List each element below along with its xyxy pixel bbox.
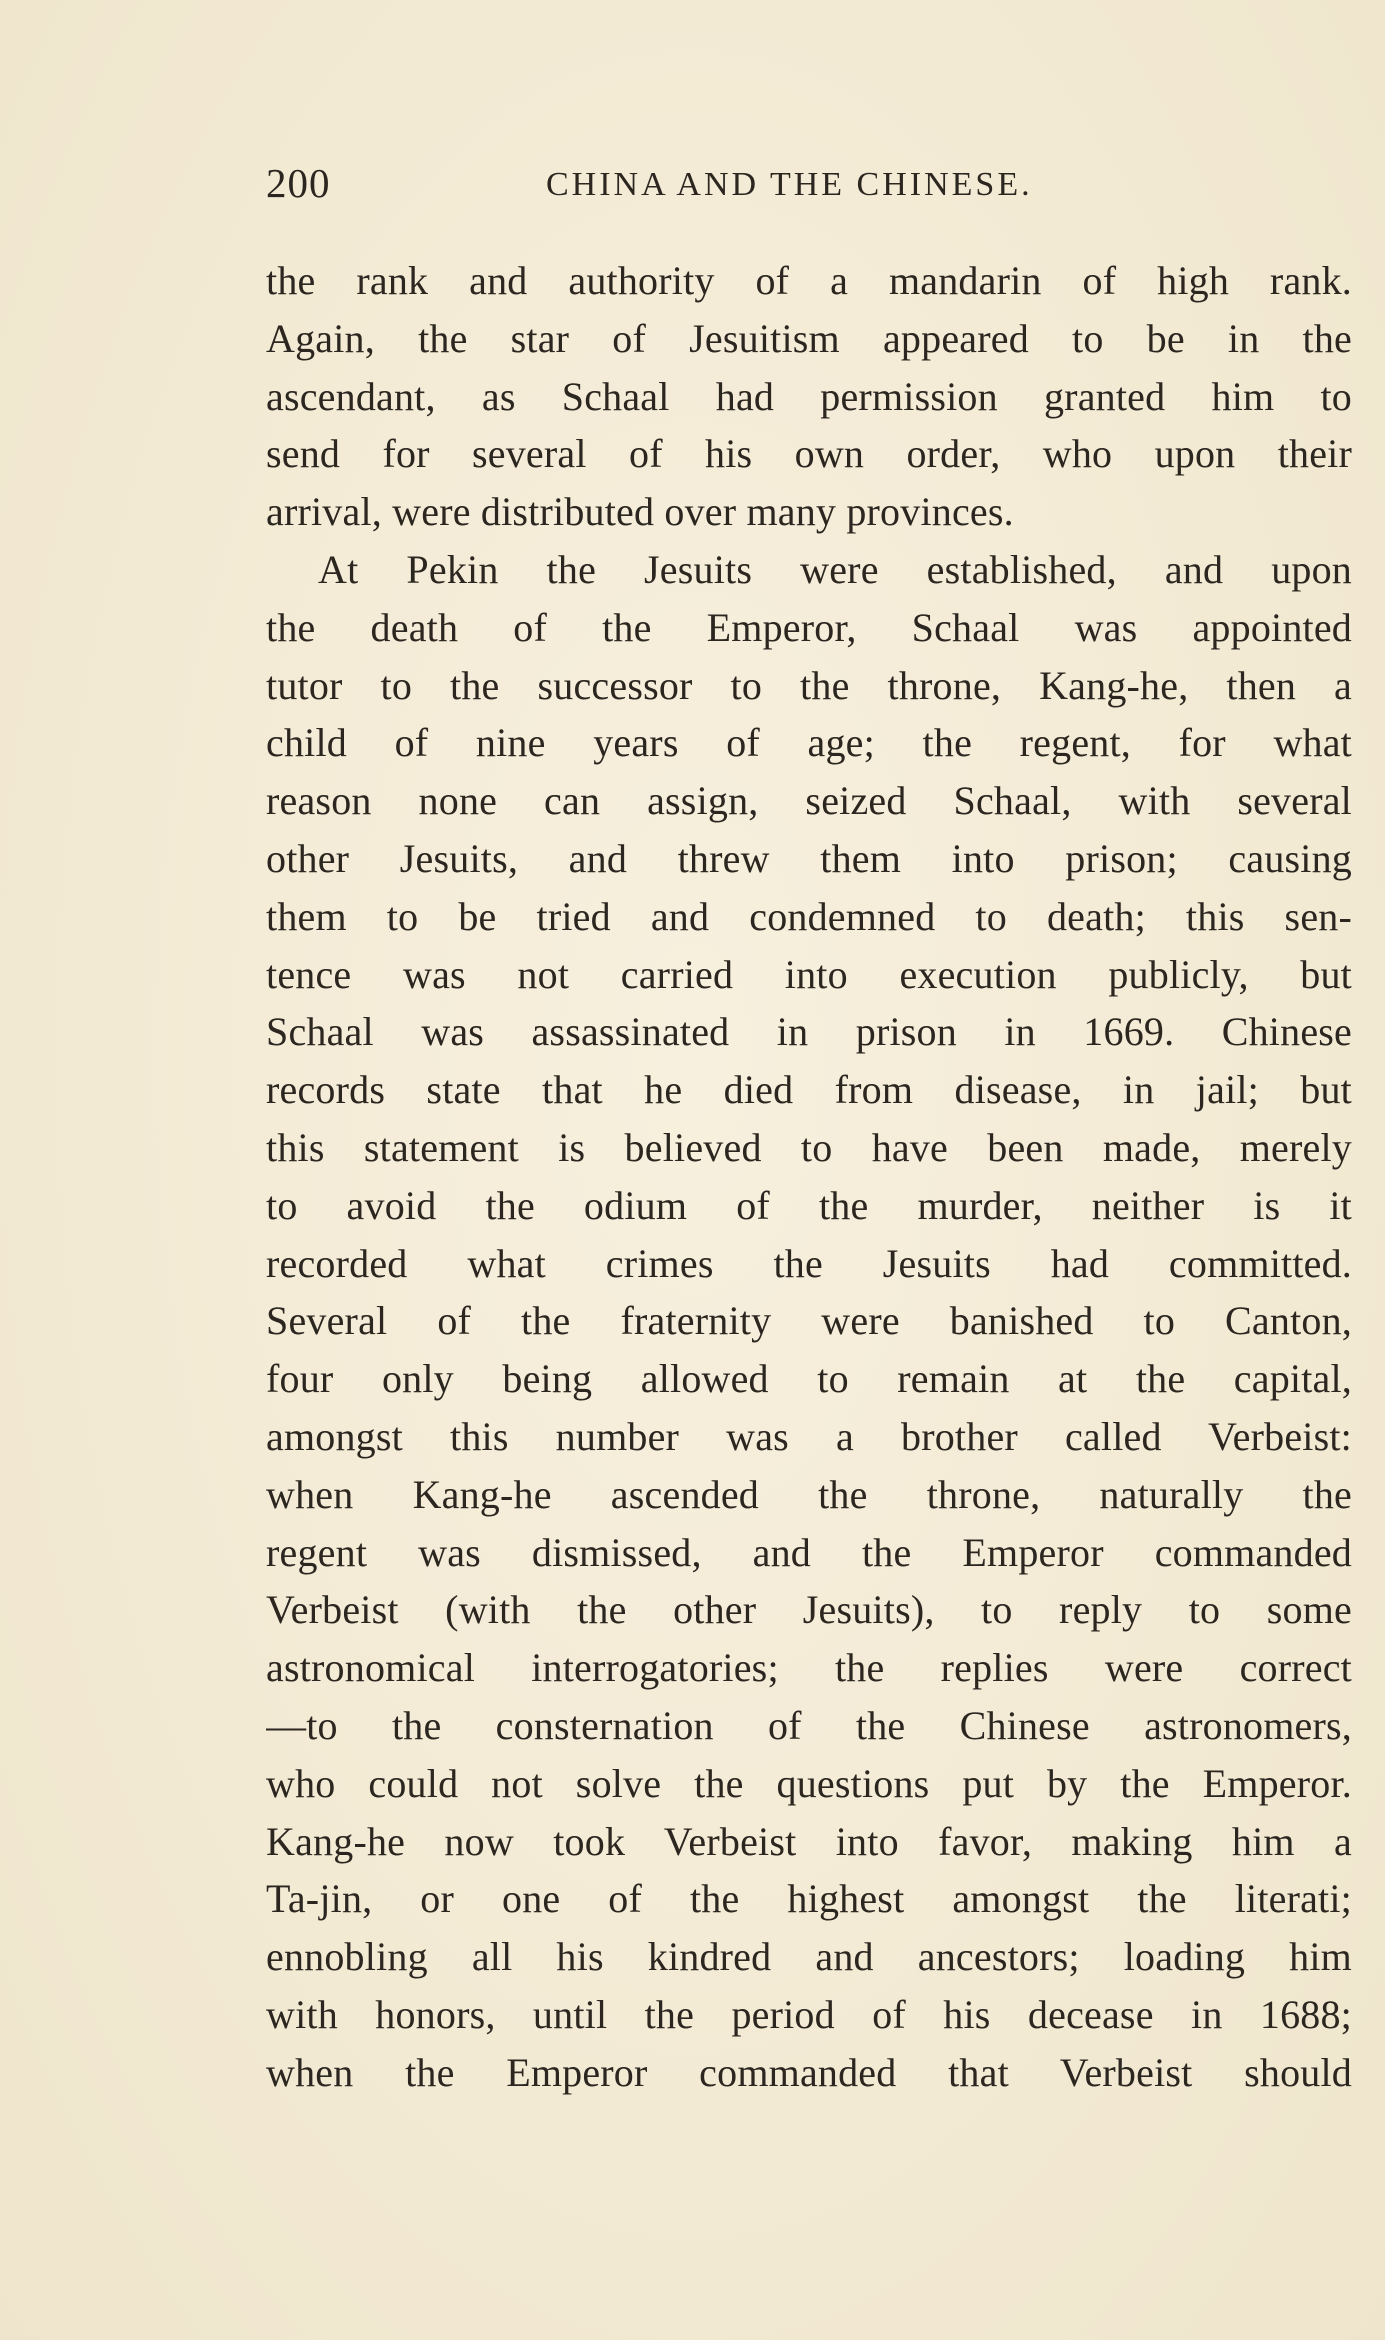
text-line: Kang-he now took Verbeist into favor, making him a [266, 1818, 1352, 1864]
text-line: ennobling all his kindred and ancestors; loading him [266, 1934, 1352, 1980]
text-line: when Kang-he ascended the throne, naturally the [266, 1471, 1352, 1517]
text-line: Several of the fraternity were banished to Canton, [266, 1298, 1352, 1344]
body-text [266, 252, 1352, 2102]
text-line: the death of the Emperor, Schaal was appointed [266, 604, 1352, 650]
text-line: tence was not carried into execution publicly, but [266, 951, 1352, 997]
text-line: records state that he died from disease, in jail; but [266, 1067, 1352, 1113]
text-line: Ta-jin, or one of the highest amongst the literati; [266, 1876, 1352, 1922]
text-line: recorded what crimes the Jesuits had committed. [266, 1240, 1352, 1286]
text-line: four only being allowed to remain at the capital, [266, 1356, 1352, 1402]
text-line: tutor to the successor to the throne, Kang-he, then a [266, 662, 1352, 708]
page-header [266, 158, 1352, 208]
text-line: regent was dismissed, and the Emperor commanded [266, 1529, 1352, 1575]
text-line: Again, the star of Jesuitism appeared to be in the [266, 315, 1352, 361]
text-line: the rank and authority of a mandarin of high rank. [266, 258, 1352, 303]
text-line: with honors, until the period of his decease in 1688; [266, 1991, 1352, 2037]
text-line: to avoid the odium of the murder, neither is it [266, 1182, 1352, 1228]
text-line: send for several of his own order, who upon their [266, 431, 1352, 477]
text-line: child of nine years of age; the regent, for what [266, 720, 1352, 766]
text-line: Schaal was assassinated in prison in 1669. Chinese [266, 1009, 1352, 1055]
page-number: 200 [266, 160, 331, 206]
text-line: astronomical interrogatories; the replies were correct [266, 1645, 1352, 1691]
text-line: ascendant, as Schaal had permission granted him to [266, 373, 1352, 419]
running-head: CHINA AND THE CHINESE. [546, 166, 1033, 203]
text-line: reason none can assign, seized Schaal, with several [266, 778, 1352, 824]
text-line: arrival, were distributed over many provinces. [266, 489, 1014, 535]
text-line: them to be tried and condemned to death; this sen- [266, 893, 1352, 939]
text-line: amongst this number was a brother called Verbeist: [266, 1413, 1352, 1459]
text-line: other Jesuits, and threw them into prison; causing [266, 835, 1352, 881]
text-line: Verbeist (with the other Jesuits), to reply to some [266, 1587, 1352, 1633]
text-line: At Pekin the Jesuits were established, and upon [318, 546, 1352, 592]
text-line: when the Emperor commanded that Verbeist should [266, 2049, 1352, 2095]
text-line: —to the consternation of the Chinese astronomers, [266, 1702, 1352, 1748]
text-line: who could not solve the questions put by the Emperor. [266, 1760, 1352, 1806]
text-line: this statement is believed to have been made, merely [266, 1124, 1352, 1170]
